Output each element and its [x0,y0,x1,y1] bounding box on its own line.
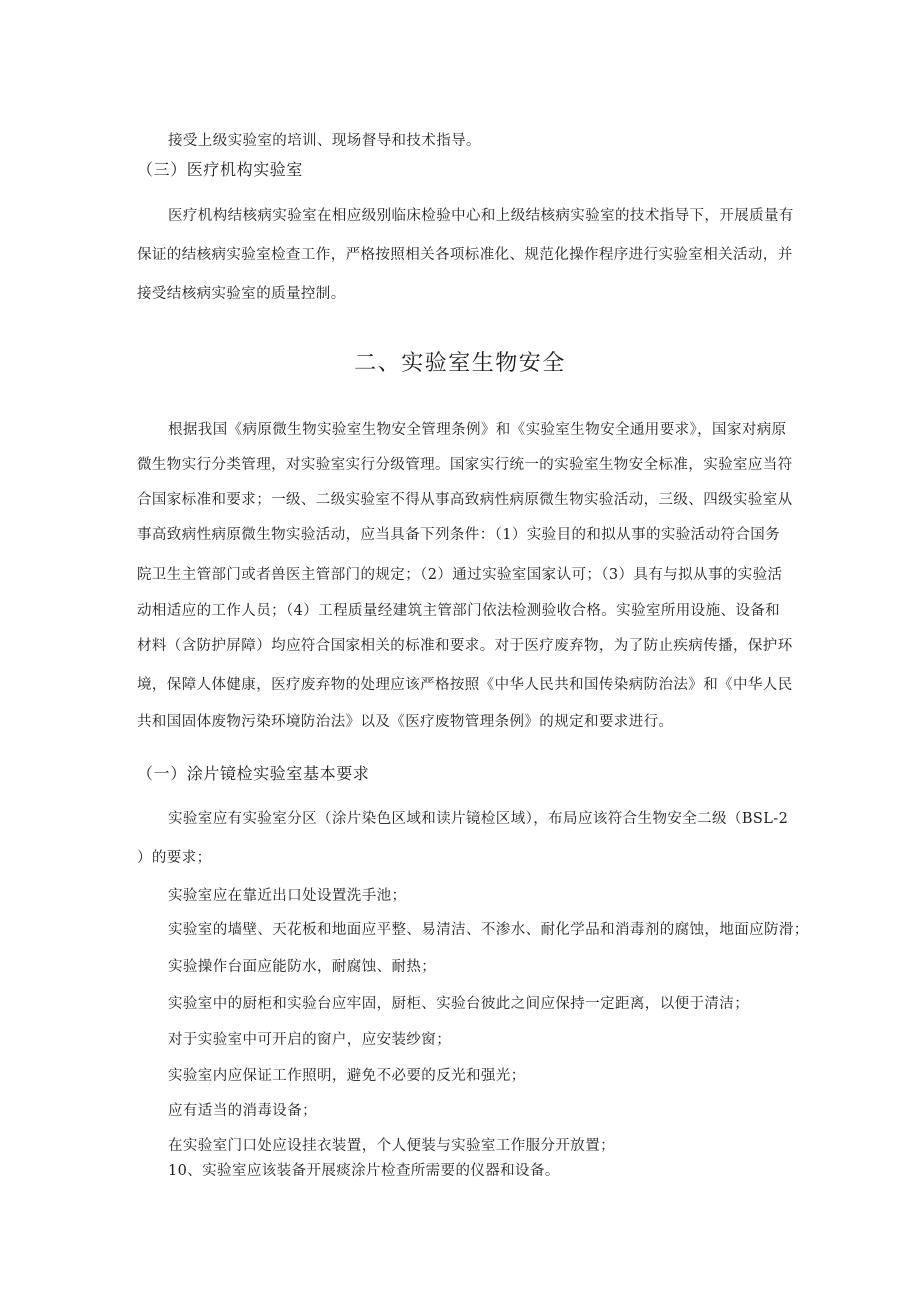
list-item: ）的要求； [137,850,212,866]
paragraph-line: 材料（含防护屏障）均应符合国家相关的标准和要求。对于医疗废弃物，为了防止疾病传播，保护环 [137,638,793,654]
list-item: 实验室中的厨柜和实验台应牢固，厨柜、实验台彼此之间应保持一定距离，以便于清洁； [168,996,750,1012]
list-item: 应有适当的消毒设备； [168,1103,317,1119]
paragraph-line: 接受结核病实验室的质量控制。 [137,286,346,302]
section-heading-medical-lab: （三）医疗机构实验室 [137,160,304,179]
paragraph-line: 医疗机构结核病实验室在相应级别临床检验中心和上级结核病实验室的技术指导下，开展质量有 [168,208,794,224]
list-item: 实验室的墙壁、天花板和地面应平整、易清洁、不渗水、耐化学品和消毒剂的腐蚀，地面应防滑； [168,922,809,938]
paragraph-line: 院卫生主管部门或者兽医主管部门的规定；（2）通过实验室国家认可；（3）具有与拟从事的实验活 [137,567,783,583]
paragraph-line: 动相适应的工作人员；（4）工程质量经建筑主管部门依法检测验收合格。实验室所用设施、设备和 [137,603,781,619]
paragraph-line: 保证的结核病实验室检查工作，严格按照相关各项标准化、规范化操作程序进行实验室相关活动，并 [137,247,793,263]
chapter-title: 二、实验室生物安全 [354,351,566,376]
paragraph-line: 微生物实行分类管理，对实验室实行分级管理。国家实行统一的实验室生物安全标准，实验室应当符 [137,457,793,473]
intro-line: 接受上级实验室的培训、现场督导和技术指导。 [168,133,481,149]
paragraph-line: 境，保障人体健康，医疗废弃物的处理应该严格按照《中华人民共和国传染病防治法》和《中华人民 [137,677,793,693]
list-item: 实验室应有实验室分区（涂片染色区域和读片镜检区域），布局应该符合生物安全二级（BSL-2 [168,811,789,827]
paragraph-line: 根据我国《病原微生物实验室生物安全管理条例》和《实验室生物安全通用要求》，国家对病原 [168,422,787,438]
paragraph-line: 合国家标准和要求；一级、二级实验室不得从事高致病性病原微生物实验活动，三级、四级实验室从 [137,492,793,508]
list-item: 实验操作台面应能防水，耐腐蚀、耐热； [168,959,437,975]
paragraph-line: 事高致病性病原微生物实验活动，应当具备下列条件：（1）实验目的和拟从事的实验活动符合国务 [137,527,781,543]
list-item: 10、实验室应该装备开展痰涂片检查所需要的仪器和设备。 [168,1163,560,1179]
list-item: 对于实验室中可开启的窗户，应安装纱窗； [168,1032,452,1048]
list-item: 在实验室门口处应设挂衣装置，个人便装与实验室工作服分开放置； [168,1138,615,1154]
subsection-heading-smear-lab: （一）涂片镜检实验室基本要求 [137,764,370,783]
paragraph-line: 共和国固体废物污染环境防治法》以及《医疗废物管理条例》的规定和要求进行。 [137,714,674,730]
list-item: 实验室应在靠近出口处设置洗手池； [168,888,407,904]
list-item: 实验室内应保证工作照明，避免不必要的反光和强光； [168,1068,526,1084]
